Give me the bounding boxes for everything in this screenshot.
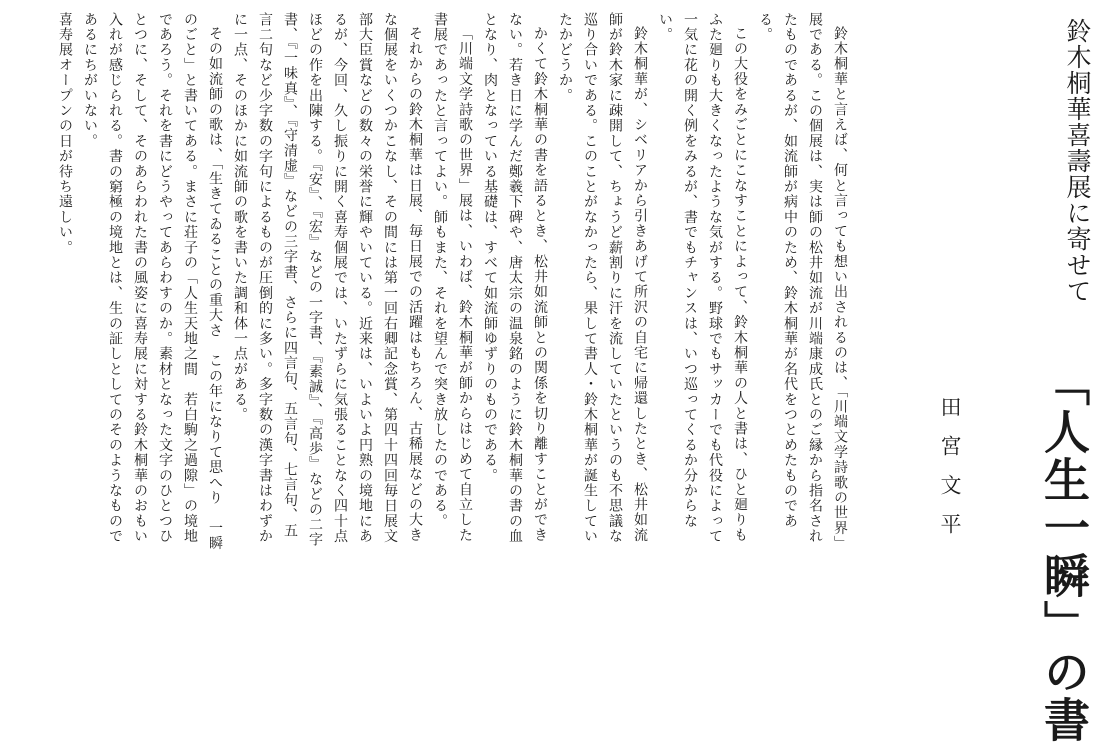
- paragraph: 鈴木桐華が、シベリアから引きあげて所沢の自宅に帰還したとき、松井如流師が鈴木家に疎開して、ちょうど薪割りに汗を流していたというのも不思議な巡り合いである。このことがなかったら、果して書人・鈴木桐華が誕生していたかどうか。: [557, 12, 648, 544]
- paragraph: その如流師の歌は、「生きてゐることの重大さ この年になりて思へり 一瞬のごと」と書いてある。まさに荘子の「人生天地之間 若白駒之過隙」の境地であろう。それを書にどうやってあらわすのか。素材となった文字のひとつひとつに、そして、そのあらわれた書の風姿に喜寿展に対する鈴木桐華のおもい入れが感じられる。書の窮極の境地とは、生の証しとしてのそのようなものであるにちがいない。: [82, 12, 223, 551]
- paragraph: 喜寿展オープンの日が待ち遠しい。: [57, 12, 73, 256]
- article-body-text: [14, 12, 852, 552]
- paragraph: かくて鈴木桐華の書を語るとき、松井如流師との関係を切り離すことができない。若き日に学んだ鄭羲下碑や、唐太宗の温泉銘のように鈴木桐華の書の血となり、肉となっている基礎は、すべて如流師ゆずりのものである。: [482, 12, 548, 544]
- article-title: 「人生一瞬」の書: [1037, 360, 1091, 744]
- paragraph: 鈴木桐華と言えば、何と言っても想い出されるのは、「川端文学詩歌の世界」展である。この個展は、実は師の松井如流が川端康成氏とのご縁から指名されたものであるが、如流師が病中のため、鈴木桐華が名代をつとめたものである。: [757, 12, 848, 551]
- paragraph: 「川端文学詩歌の世界」展は、いわば、鈴木桐華が師からはじめて自立した書展であったと言ってよい。師もまた、それを望んで突き放したのである。: [432, 12, 473, 543]
- paragraph: この大役をみごとにこなすことによって、鈴木桐華の人と書は、ひと廻りもふた廻りも大きくなったような気がする。野球でもサッカーでも代役によって一気に花の開く例をみるが、書でもチャンスは、いつ巡ってくるか分からない。: [657, 12, 748, 544]
- article-body: [14, 12, 852, 552]
- author-name: 田宮文平: [938, 396, 962, 552]
- article-heading: [1036, 10, 1092, 744]
- paragraph: それからの鈴木桐華は日展、毎日展での活躍はもちろん、古稀展などの大きな個展をいくつかこなし、その間には第一回右卿記念賞、第四十四回毎日展文部大臣賞などの数々の栄誉に輝やいている。近来は、いよいよ円熟の境地にあるが、今回、久し振りに開く喜寿個展では、いたずらに気張ることなく四十点ほどの作を出陳する。『安』、『宏』などの一字書、『素誠』、『高歩』などの二字書、『一味真』、『守清虚』などの三字書、さらに四言句、五言句、七言句、五言二句など少字数の字句によるものが圧倒的に多い。多字数の漢字書はわずかに一点、そのほかに如流師の歌を書いた調和体一点がある。: [232, 12, 423, 548]
- article-kicker: 鈴木桐華喜壽展に寄せて: [1063, 18, 1092, 304]
